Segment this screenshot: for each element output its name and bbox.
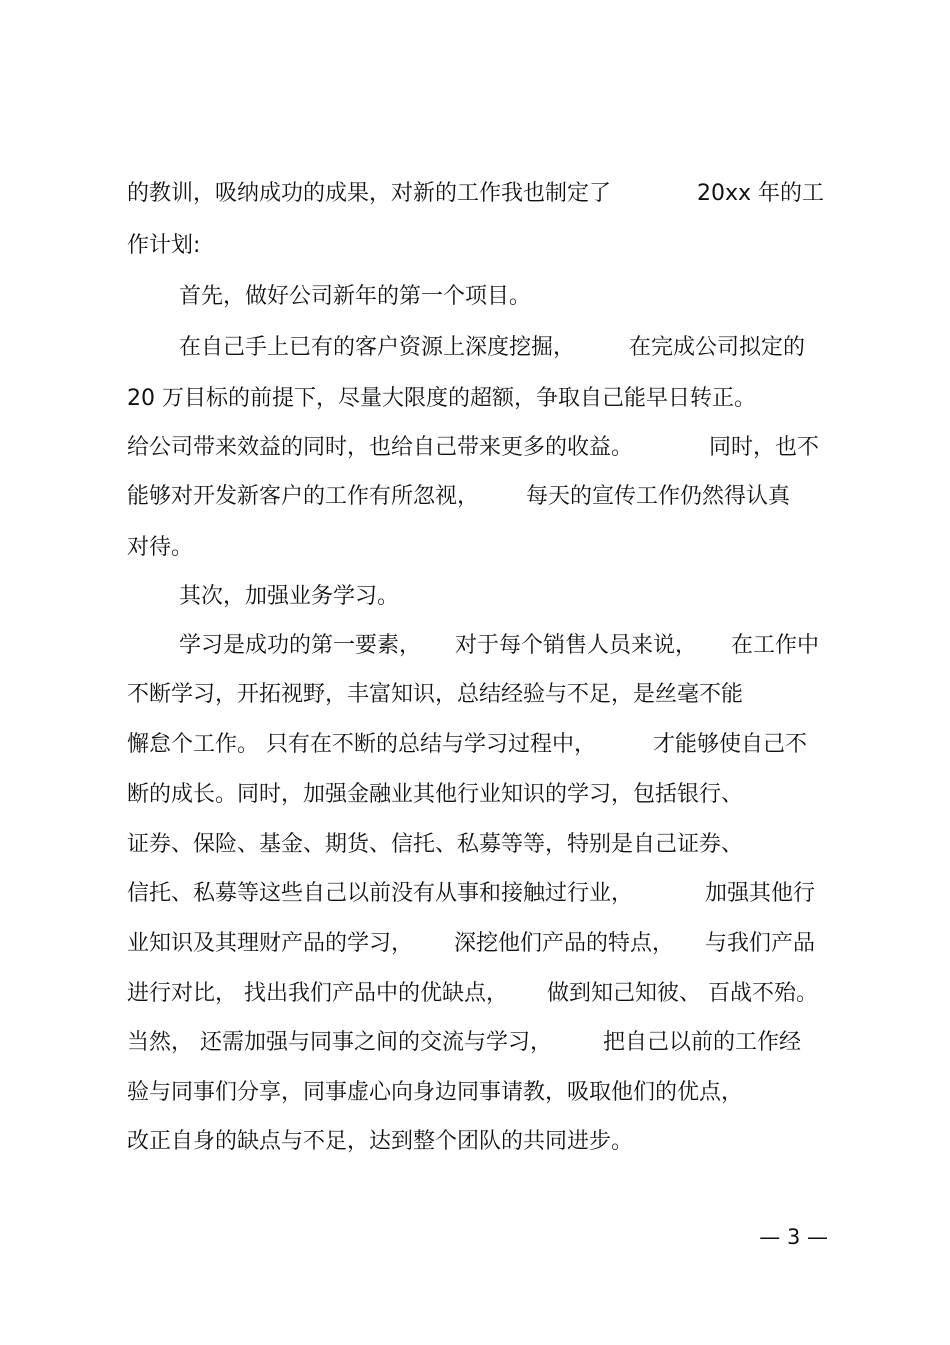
text-segment: 验与同事们分享，同事虚心向身边同事请教，吸取他们的优点， bbox=[127, 1080, 744, 1105]
text-segment: 其次，加强业务学习。 bbox=[179, 584, 400, 609]
body-line bbox=[127, 1078, 827, 1108]
section-heading bbox=[179, 282, 827, 312]
page-number: — 3 — bbox=[759, 1225, 828, 1249]
text-segment: 当然， 还需加强与同事之间的交流与学习， bbox=[127, 1030, 552, 1055]
body-line bbox=[127, 830, 827, 860]
text-segment: 业知识及其理财产品的学习， bbox=[127, 931, 414, 956]
body-line bbox=[127, 780, 827, 810]
text-segment: 把自己以前的工作经 bbox=[603, 1030, 802, 1055]
text-segment: 做到知己知彼、 百战不殆。 bbox=[547, 981, 818, 1006]
text-segment: 懈怠个工作。 只有在不断的总结与学习过程中， bbox=[127, 732, 596, 757]
text-segment: 不断学习，开拓视野，丰富知识，总结经验与不足，是丝毫不能 bbox=[127, 682, 744, 707]
text-segment: 学习是成功的第一要素， bbox=[179, 633, 422, 658]
body-line bbox=[179, 333, 827, 363]
body-line bbox=[127, 879, 827, 909]
body-line bbox=[127, 680, 827, 710]
text-segment: 深挖他们产品的特点， bbox=[454, 931, 675, 956]
text-segment: 首先，做好公司新年的第一个项目。 bbox=[179, 284, 532, 309]
body-line bbox=[127, 433, 827, 463]
text-segment: 对待。 bbox=[127, 535, 194, 560]
text-segment: 给公司带来效益的同时，也给自己带来更多的收益。 bbox=[127, 435, 634, 460]
body-line bbox=[127, 231, 827, 261]
body-line bbox=[127, 533, 827, 563]
text-segment: 同时，也不 bbox=[709, 435, 820, 460]
text-segment: 才能够使自己不 bbox=[653, 732, 808, 757]
text-segment: 20xx 年的工 bbox=[697, 181, 825, 206]
text-segment: 在完成公司拟定的 bbox=[629, 335, 806, 360]
text-segment: 在工作中 bbox=[731, 633, 820, 658]
text-segment: 能够对开发新客户的工作有所忽视， bbox=[127, 484, 480, 509]
text-segment: 断的成长。同时，加强金融业其他行业知识的学习，包括银行、 bbox=[127, 782, 744, 807]
section-heading bbox=[179, 582, 827, 612]
body-line bbox=[127, 482, 827, 512]
body-line bbox=[127, 1127, 827, 1157]
text-segment: 在自己手上已有的客户资源上深度挖掘， bbox=[179, 335, 576, 360]
text-segment: 的教训，吸纳成功的成果，对新的工作我也制定了 bbox=[127, 181, 612, 206]
text-segment: 证券、保险、基金、期货、信托、私募等等，特别是自己证券、 bbox=[127, 832, 744, 857]
text-segment: 与我们产品 bbox=[705, 931, 816, 956]
body-line bbox=[127, 384, 827, 414]
text-segment: 对于每个销售人员来说， bbox=[455, 633, 698, 658]
text-segment: 改正自身的缺点与不足，达到整个团队的共同进步。 bbox=[127, 1129, 634, 1154]
text-segment: 每天的宣传工作仍然得认真 bbox=[526, 484, 791, 509]
text-segment: 信托、私募等这些自己以前没有从事和接触过行业， bbox=[127, 881, 634, 906]
body-line bbox=[127, 730, 827, 760]
text-segment: 作计划: bbox=[127, 233, 201, 258]
text-segment: 进行对比， 找出我们产品中的优缺点， bbox=[127, 981, 508, 1006]
text-segment: 20 万目标的前提下，尽量大限度的超额，争取自己能早日转正。 bbox=[127, 386, 756, 411]
body-line bbox=[127, 979, 827, 1009]
text-segment: 加强其他行 bbox=[705, 881, 816, 906]
body-line bbox=[127, 929, 827, 959]
body-line bbox=[127, 179, 827, 209]
body-line bbox=[179, 631, 827, 661]
body-line bbox=[127, 1028, 827, 1058]
